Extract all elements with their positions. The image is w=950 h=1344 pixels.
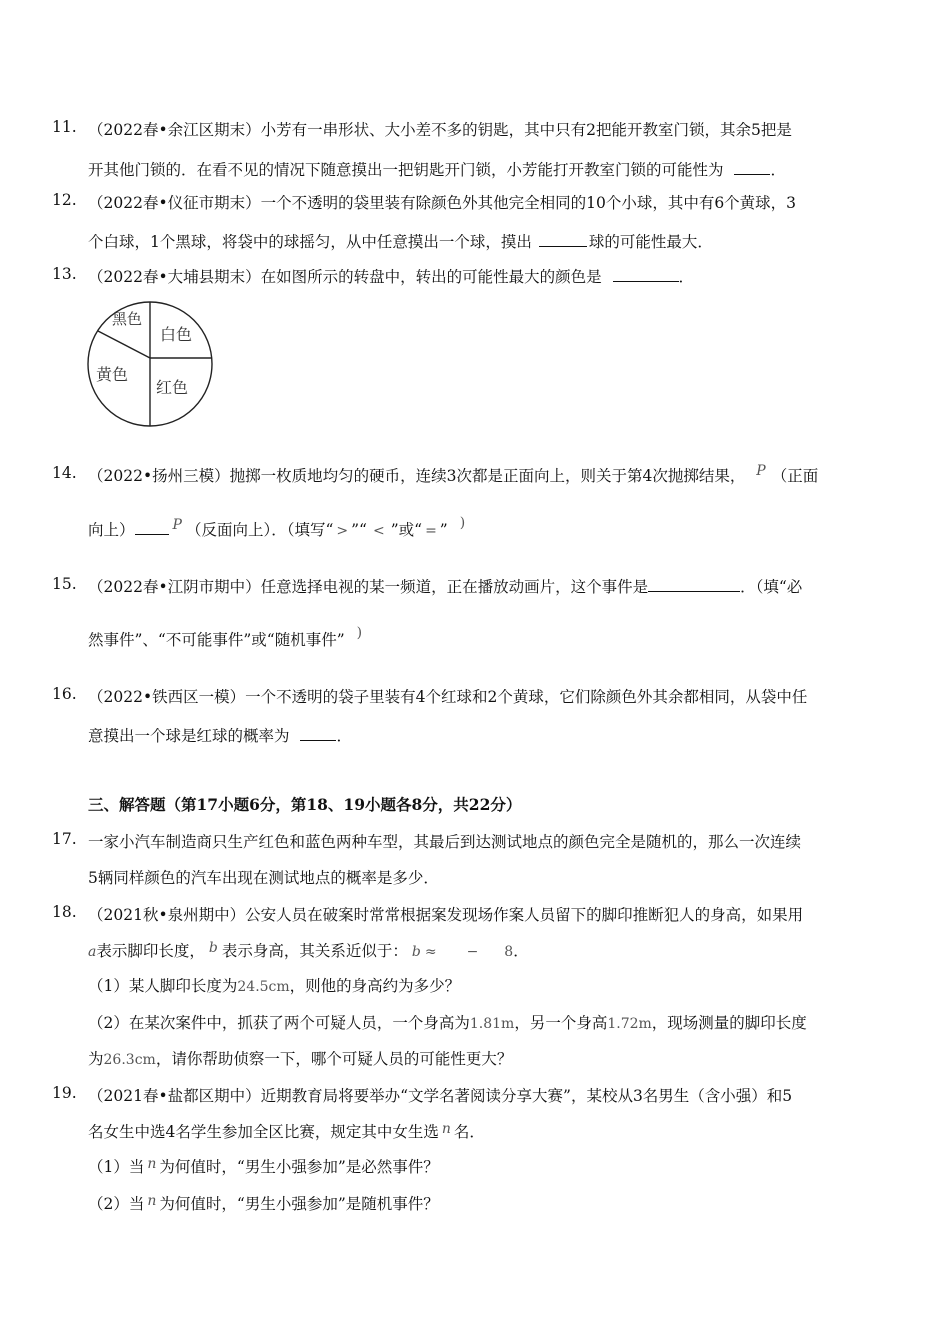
question-number: 16. — [52, 685, 77, 703]
math-a: a — [88, 944, 97, 960]
sub-question-2: （2）当 n 为何值时，“男生小强参加”是随机事件？ — [88, 1193, 439, 1213]
question-text: （2022•铁西区一模）一个不透明的袋子里装有4个红球和2个黄球，它们除颜色外其余都相同，从袋中任 — [88, 688, 808, 706]
sub-question-2: （2）在某次案件中，抓获了两个可疑人员，一个身高为1.81m，另一个身高1.72m，现场测量的脚印长度 — [88, 1014, 807, 1032]
question-text: （2021春•盐都区期中）近期教育局将要举办“文学名著阅读分享大赛”，某校从3名男生（含小强）和5 — [88, 1087, 793, 1105]
spinner-divider — [98, 331, 150, 358]
question-number: 15. — [52, 575, 77, 593]
sub-question-1: （1）某人脚印长度为24.5cm，则他的身高约为多少？ — [88, 977, 461, 995]
question-text: （2022春•仪征市期末）一个不透明的袋里装有除颜色外其他完全相同的10个小球，其中有6个黄球，3 — [88, 194, 797, 212]
question-text: （2022春•余江区期末）小芳有一串形状、大小差不多的钥匙，其中只有2把能开教室门锁，其余5把是 — [88, 121, 792, 139]
question-number: 13. — [52, 265, 77, 283]
math-n: n — [441, 1121, 451, 1137]
sector-label-red: 红色 — [156, 378, 189, 397]
math-value: 1.72m — [607, 1016, 652, 1032]
answer-blank[interactable] — [613, 280, 679, 282]
answer-blank[interactable] — [648, 590, 740, 592]
question-text-line2: 向上） P （反面向上）．（填写“ > ”“ < ”或“ = ” ) — [88, 515, 466, 539]
question-text: （2022春•江阴市期中）任意选择电视的某一频道，正在播放动画片，这个事件是 ．（填“必 — [88, 578, 803, 596]
sub-question-2-line2: 为26.3cm，请你帮助侦察一下，哪个可疑人员的可能性更大？ — [88, 1050, 513, 1068]
math-b: b — [208, 940, 218, 956]
answer-blank[interactable] — [135, 533, 169, 535]
sub-question-1: （1）当 n 为何值时，“男生小强参加”是必然事件？ — [88, 1156, 439, 1176]
question-text: （2022•扬州三模）抛掷一枚质地均匀的硬币，连续3次都是正面向上，则关于第4次抛掷结果， P （正面 — [88, 463, 819, 485]
question-number: 12. — [52, 191, 77, 209]
question-text-line2: 个白球，1个黑球，将袋中的球摇匀，从中任意摸出一个球，摸出 球的可能性最大． — [88, 233, 713, 251]
math-value: 1.81m — [469, 1016, 515, 1032]
question-text-line2: 开其他门锁的．在看不见的情况下随意摸出一把钥匙开门锁，小芳能打开教室门锁的可能性为 ． — [88, 161, 786, 179]
sector-label-yellow: 黄色 — [96, 365, 129, 384]
question-text: （2022春•大埔县期末）在如图所示的转盘中，转出的可能性最大的颜色是 ． — [88, 268, 695, 286]
question-text-line2: a表示脚印长度， b 表示身高，其关系近似于： b ≈ − 8． — [88, 940, 529, 960]
sector-label-white: 白色 — [160, 325, 193, 344]
math-n: n — [147, 1156, 157, 1172]
math-value: 26.3cm — [103, 1052, 156, 1068]
question-number: 14. — [52, 464, 77, 482]
question-text: （2021秋•泉州期中）公安人员在破案时常常根据案发现场作案人员留下的脚印推断犯人的身高，如果用 — [88, 906, 804, 924]
question-number: 19. — [52, 1084, 77, 1102]
question-text-line2: 意摸出一个球是红球的概率为 ． — [88, 727, 352, 745]
answer-blank[interactable] — [539, 245, 587, 247]
question-text: 一家小汽车制造商只生产红色和蓝色两种车型，其最后到达测试地点的颜色完全是随机的，那么一次连续 — [88, 833, 802, 851]
section-heading: 三、解答题（第17小题6分，第18、19小题各8分，共22分） — [88, 795, 522, 814]
math-n: n — [147, 1193, 157, 1209]
question-number: 17. — [52, 830, 77, 848]
formula: b — [411, 944, 421, 960]
question-text-line2: 名女生中选4名学生参加全区比赛，规定其中女生选 n 名． — [88, 1121, 485, 1141]
spinner-figure — [84, 298, 216, 430]
answer-blank[interactable] — [734, 173, 770, 175]
question-number: 11. — [52, 118, 77, 136]
math-p: P — [756, 463, 766, 479]
answer-blank[interactable] — [300, 739, 336, 741]
sector-label-black: 黑色 — [112, 310, 143, 328]
question-text-line2: 然事件”、“不可能事件”或“随机事件” ) — [88, 625, 363, 649]
question-number: 18. — [52, 903, 77, 921]
question-text-line2: 5辆同样颜色的汽车出现在测试地点的概率是多少． — [88, 869, 439, 887]
math-value: 24.5cm — [237, 979, 290, 995]
math-p: P — [172, 517, 182, 533]
